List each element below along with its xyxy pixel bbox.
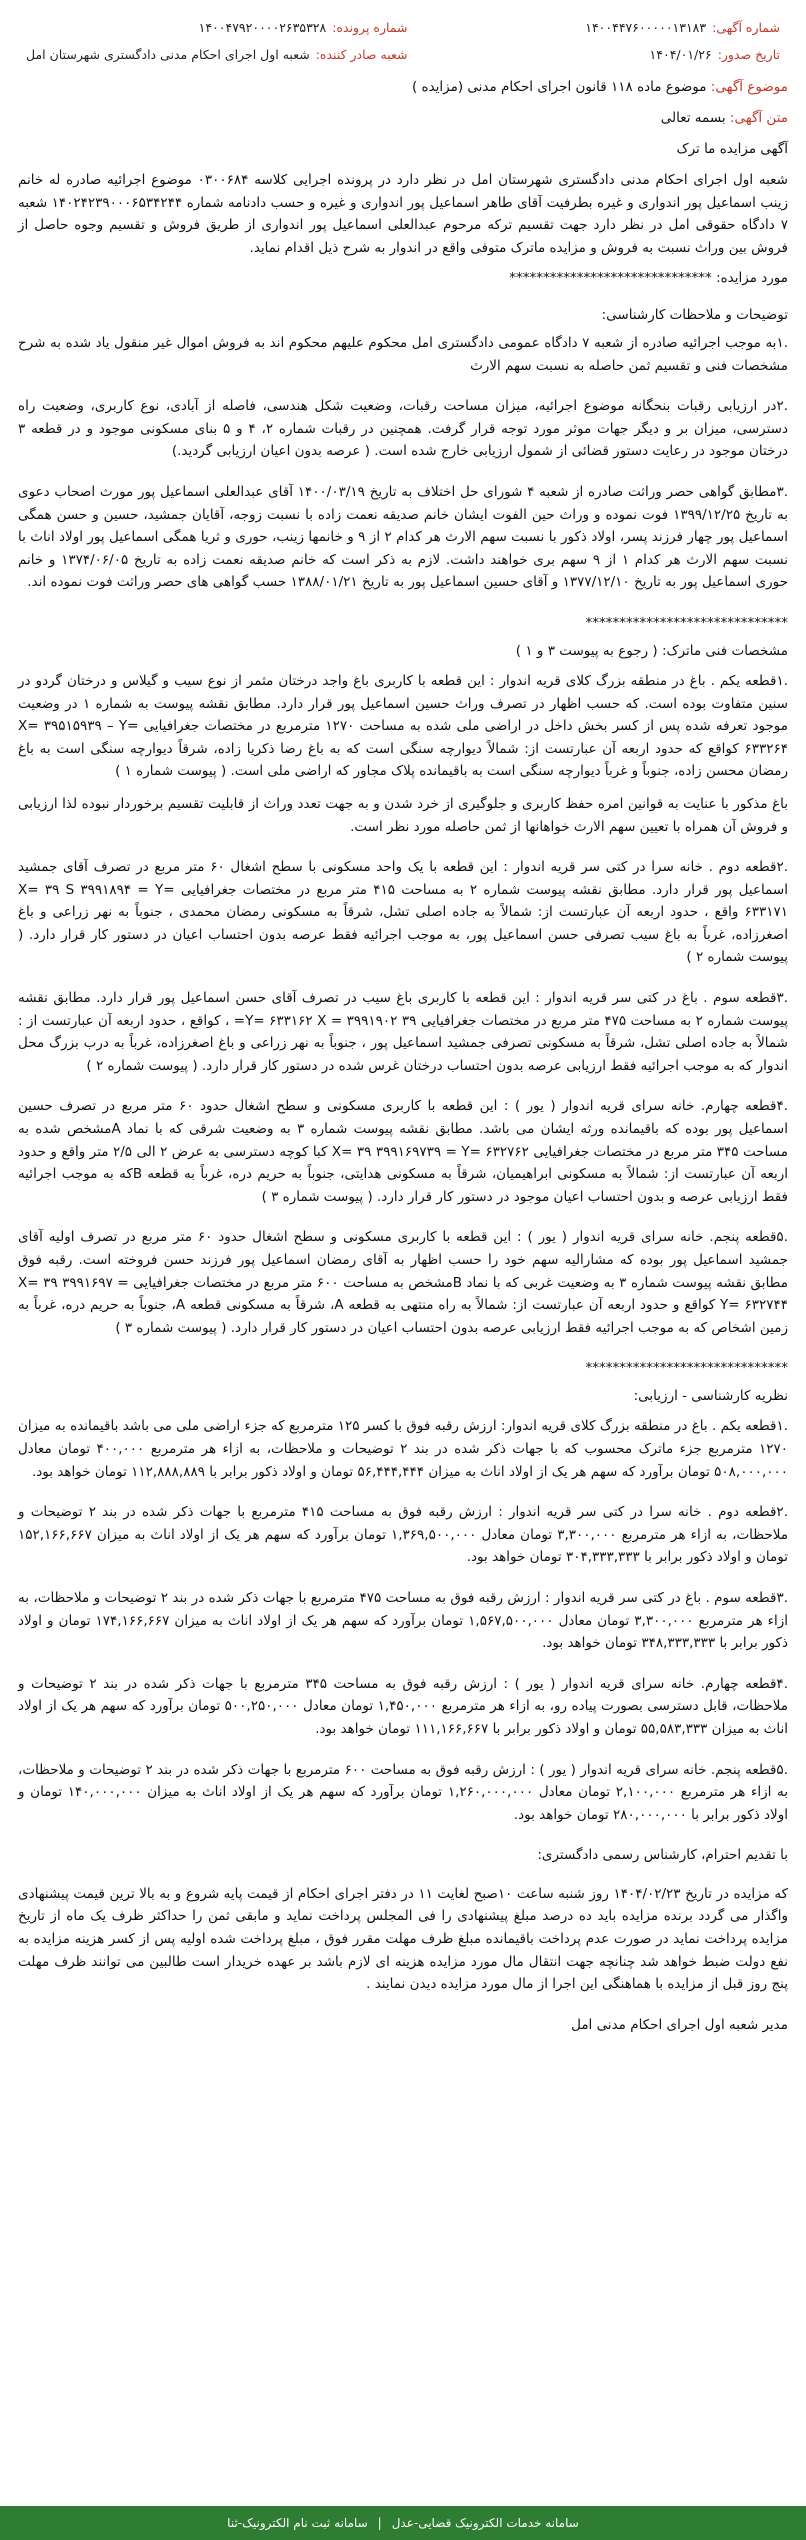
signature-line: مدیر شعبه اول اجرای احکام مدنی امل xyxy=(571,2016,788,2033)
note-1: .۱به موجب اجرائیه صادره از شعبه ۷ دادگاه عمومی دادگستری امل محکوم علیهم محکوم اند به فروش اموال غیر منقول یاد شده به شرح مشخصات فنی و تقسیم ثمن حاصله به نسبت سهم الارث xyxy=(18,335,789,374)
valuation-5: .۵قطعه پنجم. خانه سرای قریه اندوار ( یور ) : ارزش رقبه فوق به مساحت ۶۰۰ مترمربع با جهات ذکر شده در بند ۲ توضیحات و ملاحظات، به ازاء هر مترمربع ۲,۱۰۰,۰۰۰ تومان معادل ۱,۲۶۰,۰۰۰,۰۰۰ تومان برآورد که سهم هر یک از اولاد اناث به میزان ۱۴۰,۰۰۰,۰۰۰ تومان و اولاد ذکور برابر با ۲۸۰,۰۰۰,۰۰۰ تومان خواهد بود. xyxy=(18,1761,788,1823)
valuation-2: .۲قطعه دوم . خانه سرا در کتی سر قریه اندوار : ارزش رقبه فوق به مساحت ۴۱۵ مترمربع با جهات ذکر شده در بند ۲ توضیحات و ملاحظات، به ازاء هر مترمربع ۳,۳۰۰,۰۰۰ تومان معادل ۱,۳۶۹,۵۰۰,۰۰۰ تومان برآورد که سهم هر یک از اولاد اناث به میزان ۱۵۲,۱۶۶,۶۶۷ تومان و اولاد ذکور برابر با ۳۰۴,۳۳۳,۳۳۳ تومان خواهد بود. xyxy=(18,1504,788,1566)
footer-adl-link[interactable]: سامانه خدمات الکترونیک قضایی-عدل xyxy=(391,2516,579,2530)
specs-title: مشخصات فنی ماترک: ( رجوع به پیوست ۳ و ۱ ) xyxy=(515,642,788,659)
auction-conditions: که مزایده در تاریخ ۱۴۰۴/۰۲/۲۳ روز شنبه ساعت ۱۰صبح لغایت ۱۱ در دفتر اجرای احکام از قیمت پایه شروع و به بالا ترین قیمت پیشنهادی واگذار می گردد برنده مزایده باید ده درصد مبلغ پیشنهادی را فی المجلس پرداخت نماید و مابقی ثمن را حداکثر ظرف یک ماه از تاریخ مزایده پرداخت نماید در صورت عدم پرداخت باقیمانده مبلغ ظرف مهلت مقرر فوق ، مبلغ پرداخت شده اولیه پس از کسر هزینه مزایده به نفع دولت ضبط خواهد شد چنانچه جهت انتقال مال مورد مزایده هزینه ای لازم باشد بر عهده خریدار است طالبین می توانند ظرف مهلت پنج روز قبل از مزایده با هماهنگی این اجرا از مال مورد مزایده دیدن نمایند . xyxy=(18,1885,788,1993)
valuation-4: .۴قطعه چهارم. خانه سرای قریه اندوار ( یور ) : ارزش رقبه فوق به مساحت ۳۴۵ مترمربع با جهات ذکر شده در بند ۲ توضیحات و ملاحظات، قابل دسترسی بصورت پیاده رو، به ازاء هر مترمربع ۱,۴۵۰,۰۰۰ تومان معادل ۵۰۰,۲۵۰,۰۰۰ تومان برآورد که سهم هر یک از اولاد اناث به میزان ۵۵,۵۸۳,۳۳۳ تومان و اولاد ذکور برابر با ۱۱۱,۱۶۶,۶۶۷ تومان خواهد بود. xyxy=(18,1675,788,1737)
opinion-title: نظریه کارشناسی - ارزیابی: xyxy=(633,1388,788,1405)
notes-title: توضیحات و ملاحظات کارشناسی: xyxy=(601,307,788,323)
bismillah: بسمه تعالی xyxy=(660,110,726,126)
ad-number xyxy=(438,20,781,35)
subject-line xyxy=(18,76,788,99)
case-number xyxy=(26,20,408,35)
footer-sana-link[interactable]: سامانه ثبت نام الکترونیک-ثنا xyxy=(227,2516,368,2530)
issuer-value: شعبه اول اجرای احکام مدنی دادگستری شهرستان امل xyxy=(26,47,310,62)
issue-date-label: تاریخ صدور: xyxy=(717,47,780,62)
parcel-5: .۵قطعه پنجم. خانه سرای قریه اندوار ( یور ) : این قطعه با کاربری مسکونی و سطح اشغال حدود ۶۰ متر مربع در تصرف اولیه آقای جمشید اسماعیل پور بوده که مشارالیه سهم خود را حسب اظهار به آقای رمضان اسماعیل پور فرزند حسن فروخته است. رقبه فوق مطابق نقشه پیوست شماره ۳ به وضعیت غربی که با نماد Bمشخص به مساحت ۶۰۰ متر مربع در مختصات جغرافیایی X= ۳۹ ۳۹۹۱۶۹۷ = Y= ۶۳۲۷۴۴ کواقع و حدود اربعه آن عبارتست از: شمالاً به راه منتهی به قطعه A، شرقاً به مسکونی قطعه A، جنوباً به حریم دره، غرباً به زمین اشخاص که به موجب اجرائیه فقط ارزیابی عرصه بدون احتساب اعیان در دستور کار قرار دارد. ( پیوست شماره ۳ ) xyxy=(18,1229,788,1336)
notice-header xyxy=(18,14,788,76)
valuation-3: .۳قطعه سوم . باغ در کتی سر قریه اندوار : ارزش رقبه فوق به مساحت ۴۷۵ مترمربع با جهات ذکر شده در بند ۲ توضیحات و ملاحظات، به ازاء هر مترمربع ۳,۳۰۰,۰۰۰ تومان معادل ۱,۵۶۷,۵۰۰,۰۰۰ تومان برآورد که سهم هر یک از اولاد اناث به میزان ۱۷۴,۱۶۶,۶۶۷ تومان و اولاد ذکور برابر با ۳۴۸,۳۳۳,۳۳۳ تومان خواهد بود. xyxy=(18,1589,788,1652)
note-3: .۳مطابق گواهی حصر وراثت صادره از شعبه ۴ شورای حل اختلاف به تاریخ ۱۴۰۰/۰۳/۱۹ آقای عبدالعلی اسماعیل پور مورث اصحاب دعوی به تاریخ ۱۳۹۹/۱۲/۲۵ فوت نموده و وراث حین الفوت ایشان خانم صدیقه نعمت زاده با نسبت زوجه، آقایان جمشید، حسین و حسن همگی اسماعیل پور چهار فرزند پسر، اولاد ذکور با نسبت سهم الارث هر کدام ۲ از ۹ و خانمها زینب، حوری و ثریا همگی اسماعیل پور اولاد اناث با نسبت سهم الارث هر کدام ۱ از ۹ سهم بری خواهند داشت. لازم به ذکر است که خانم صدیقه نعمت زاده به تاریخ ۱۳۷۴/۰۶/۰۵ و خانم حوری اسماعیل پور به تاریخ ۱۳۷۷/۱۲/۱۰ و آقای حسین اسماعیل پور به تاریخ ۱۳۸۸/۰۱/۲۱ حسب گواهی های حصر وراثت فوت نموده اند. xyxy=(18,483,789,591)
auction-title: آگهی مزایده ما ترک xyxy=(676,141,788,157)
parcel-3: .۳قطعه سوم . باغ در کتی سر قریه اندوار : این قطعه با کاربری باغ سیب در تصرف آقای حسن اسماعیل پور قرار دارد. مطابق نقشه پیوست شماره ۲ به مساحت ۴۷۵ متر مربع در مختصات جغرافیایی ۳۹ ۳۹۹۱۹۰۲ = Y= ۶۳۳۱۶۲ X= ، کواقع ، حدود اربعه آن عبارتست از : شمالاً به جاده اصلی تشل، شرقاً به مسکونی تصرفی جمشید اسماعیل پور ، جنوباً به نهر زراعی و باغ اصغرزاده، غرباً به درب بزرگ محل اندوار که به موجب اجرائیه فقط ارزیابی عرصه بدون احتساب درختان غرس شده در دستور کار قرار دارد. ( پیوست شماره ۲ ) xyxy=(18,990,788,1074)
body-label: متن آگهی: بسمه تعالی xyxy=(660,110,788,126)
ad-number-label: شماره آگهی: xyxy=(712,20,780,35)
footer-separator: | xyxy=(377,2516,382,2530)
parcel-2: .۲قطعه دوم . خانه سرا در کتی سر قریه اندوار : این قطعه با یک واحد مسکونی با سطح اشغال ۶۰ متر مربع در تصرف آقای جمشید اسماعیل پور قرار دارد. مطابق نقشه پیوست شماره ۲ به مساحت ۴۱۵ متر مربع در مختصات جغرافیایی X= ۳۹ S ۳۹۹۱۸۹۴ = Y= ۶۳۳۱۷۱ واقع ، حدود اربعه آن عبارتست از: شمالاً به جاده اصلی تشل، شرقاً به مسکونی رمضان محمدی ، جنوباً به نهر زراعی و باغ اصغرزاده، غرباً به باغ سیب تصرفی حسن اسماعیل پور، به موجب اجرائیه فقط عرصه بدون احتساب اعیان در دستور کار قرار دارد. ( پیوست شماره ۲ ) xyxy=(18,859,788,966)
valuation-1: .۱قطعه یکم . باغ در منطقه بزرگ کلای قریه اندوار: ارزش رقبه فوق با کسر ۱۲۵ مترمربع که جزء اراضی ملی می باشد باقیمانده به میزان ۱۲۷۰ مترمربع جزء ماترک محسوب که با جهات ذکر شده در بند ۲ توضیحات و ملاحظات، به ازاء هر مترمربع ۴۰۰,۰۰۰ تومان معادل ۵۰۸,۰۰۰,۰۰۰ تومان برآورد که سهم هر یک از اولاد اناث به میزان ۵۶,۴۴۴,۴۴۴ تومان و اولاد ذکور برابر با ۱۱۲,۸۸۸,۸۸۹ تومان خواهد بود. xyxy=(18,1418,789,1480)
issuer xyxy=(26,47,408,62)
issuer-label: شعبه صادر کننده: xyxy=(315,47,408,62)
star-separator: ****************************** xyxy=(585,614,788,631)
auction-subject-label: مورد مزایده: xyxy=(716,270,788,286)
case-number-label: شماره پرونده: xyxy=(332,20,408,35)
subject-label: موضوع آگهی: xyxy=(710,79,788,95)
auction-subject-line xyxy=(18,267,788,290)
parcel-1-note: باغ مذکور با عنایت به قوانین امره حفظ کاربری و جلوگیری از خرد شدن و به جهت تعدد وراث از قابلیت تقسیم برخوردار نبوده لذا ارزیابی و فروش آن همراه با تعیین سهم الارث خواهانها از ثمن حاصله مورد نظر است. xyxy=(18,795,788,835)
footer-bar xyxy=(0,2506,806,2540)
star-separator: ****************************** xyxy=(509,270,712,286)
intro-paragraph: شعبه اول اجرای احکام مدنی دادگستری شهرستان امل در نظر دارد در پرونده اجرایی کلاسه ۰۳۰۰۶۸۴ موضوع اجرائیه صادره له خانم زینب اسماعیل پور اندواری و غیره بطرفیت آقای طاهر اسماعیل پور اندواری و غیره و حسب دادنامه شماره ۱۴۰۲۴۲۳۹۰۰۰۶۵۳۴۲۴۴ شعبه ۷ دادگاه حقوقی امل در نظر دارد جهت تقسیم ترکه مرحوم عبدالعلی اسماعیل پور اندواری از طریق فروش و تقسیم وجوه حاصل از فروش بین وراث نسبت به فروش و مزایده ماترک متوفی واقع در اندوار به شرح ذیل اقدام نماید. xyxy=(18,172,788,256)
subject-value: موضوع ماده ۱۱۸ قانون اجرای احکام مدنی (مزایده ) xyxy=(411,79,707,95)
ad-number-value: ۱۴۰۰۴۴۷۶۰۰۰۰۰۱۳۱۸۳ xyxy=(585,20,707,35)
parcel-4: .۴قطعه چهارم. خانه سرای قریه اندوار ( یور ) : این قطعه با کاربری مسکونی و سطح اشغال حدود ۶۰ متر مربع در تصرف حسین اسماعیل پور بوده که باقیمانده ورثه ایشان می باشد. مطابق نقشه پیوست شماره ۳ به وضعیت شرقی که با نماد Aمشخص شده به مساحت ۳۴۵ متر مربع در مختصات جغرافیایی X= ۳۹ ۳۹۹۱۶۹۷۳۹ = Y= ۶۳۲۷۶۲ کبا کوچه دسترسی به عرض ۲ الی ۲/۵ متر واقع و حدود اربعه آن عبارتست از: شمالاً به مسکونی ابراهیمیان، شرقاً به مسکونی هدایتی، جنوباً به حریم دره، غرباً به قطعه Bکه به موجب اجرائیه فقط ارزیابی عرصه و بدون احتساب اعیان موجود در دستور کار قرار دارد. ( پیوست شماره ۳ ) xyxy=(18,1098,789,1205)
issue-date xyxy=(438,47,781,62)
regards-line: با تقدیم احترام، کارشناس رسمی دادگستری: xyxy=(537,1847,788,1864)
issue-date-value: ۱۴۰۴/۰۱/۲۶ xyxy=(649,47,712,62)
star-separator: ****************************** xyxy=(585,1360,788,1377)
case-number-value: ۱۴۰۰۴۷۹۲۰۰۰۰۲۶۳۵۳۲۸ xyxy=(198,20,327,35)
note-2: .۲در ارزیابی رقبات بنحگانه موضوع اجرائیه، میزان مساحت رقبات، وضعیت شکل هندسی، فاصله از آبادی، نوع کاربری، وضعیت راه دسترسی، میزان بر و دیگر جهات موثر مورد توجه قرار گرفت. همچنین در رقبات شماره ۲، ۴ و ۵ بنای مسکونی موجود و در قطعه ۳ درختان موجود در رعایت دستور قضائی از شمول ارزیابی خارج شده است. ( عرصه بدون اعیان ارزیابی گردید.) xyxy=(18,398,788,460)
parcel-1: .۱قطعه یکم . باغ در منطقه بزرگ کلای قریه اندوار : این قطعه با کاربری باغ واجد درختان مثمر از نوع سیب و گیلاس و درختان گردو در سنین متفاوت بوده است. که حسب اظهار در تصرف وراث حسین اسماعیل پور قرار دارد. مطابق نقشه پیوست به شماره ۱ در وضعیت موجود تعرفه شده پس از کسر بخش داخل در اراضی ملی شده به مساحت ۱۲۷۰ مترمربع در مختصات جغرافیایی X= ۳۹۵۱۵۹۳۹ – Y= ۶۳۳۲۶۴ کواقع که حدود اربعه آن عبارتست از: شمالاً دیوارچه سنگی است که به باغ رضا ذکریا زاده، شرقاً دیوارچه سنگی است به باغ رمضان محسن زاده، جنوباً و غرباً دیوارچه سنگی است به باقیمانده پلاک مجاور که اراضی ملی است. ( پیوست شماره ۱ ) xyxy=(18,672,789,780)
